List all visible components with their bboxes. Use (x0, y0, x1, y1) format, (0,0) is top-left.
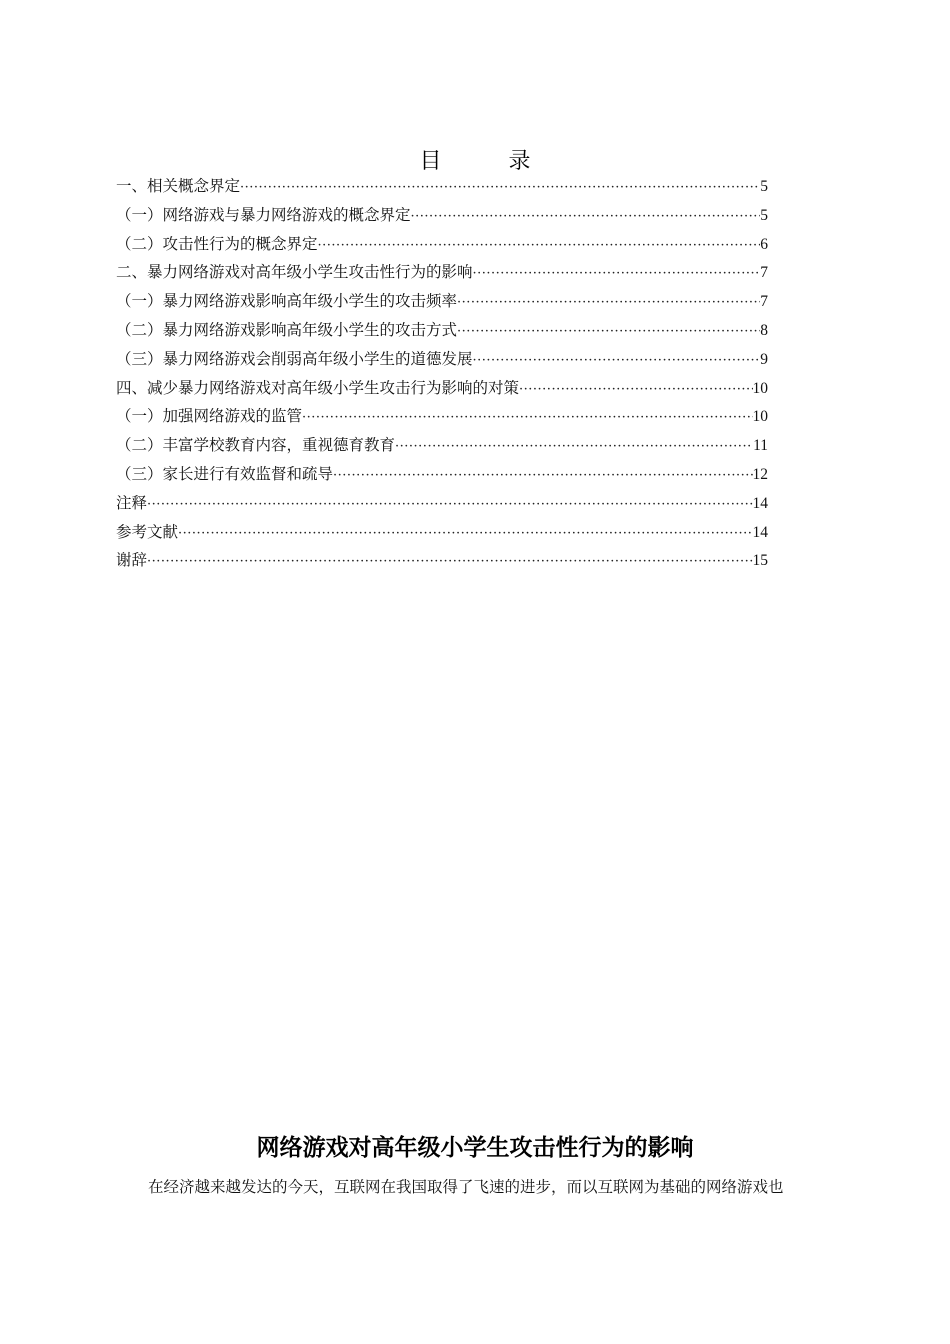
toc-entry-page: 14 (752, 523, 768, 541)
toc-entry[interactable] (116, 345, 768, 374)
toc-entry[interactable] (116, 489, 768, 518)
toc-entry[interactable] (116, 172, 768, 201)
toc-entry-label: 二、暴力网络游戏对高年级小学生攻击性行为的影响 (116, 263, 473, 282)
toc-entry[interactable] (116, 316, 768, 345)
toc-entry-page: 14 (752, 494, 768, 512)
toc-entry[interactable] (116, 258, 768, 287)
toc-entry-label: （一）网络游戏与暴力网络游戏的概念界定 (116, 205, 411, 224)
toc-entry-page: 7 (760, 264, 768, 282)
toc-entry[interactable] (116, 374, 768, 403)
toc-entry[interactable] (116, 402, 768, 431)
toc-leader-dots (473, 347, 761, 374)
toc-entry[interactable] (116, 431, 768, 460)
toc-entry-page: 6 (760, 235, 768, 253)
toc-entry-page: 5 (760, 206, 768, 224)
toc-entry-label: （三）家长进行有效监督和疏导 (116, 464, 334, 483)
toc-heading: 目 录 (419, 149, 561, 174)
toc-leader-dots (519, 376, 752, 403)
toc-entry-page: 9 (760, 350, 768, 368)
toc-leader-dots (302, 404, 752, 431)
toc-entry-label: 四、减少暴力网络游戏对高年级小学生攻击行为影响的对策 (116, 378, 520, 397)
toc-entry-label: （二）暴力网络游戏影响高年级小学生的攻击方式 (116, 320, 458, 339)
toc-entry-page: 8 (760, 321, 768, 339)
toc-entry-label: 注释 (116, 493, 148, 512)
toc-leader-dots (240, 174, 760, 201)
article-intro-paragraph: 在经济越来越发达的今天，互联网在我国取得了飞速的进步，而以互联网为基础的网络游戏也 (148, 1178, 784, 1196)
toc-leader-dots (333, 462, 752, 489)
toc-entry[interactable] (116, 287, 768, 316)
toc-leader-dots (395, 433, 753, 460)
toc-entry-page: 10 (752, 408, 768, 426)
toc-entry-page: 12 (752, 465, 768, 483)
toc-entry[interactable] (116, 518, 768, 547)
toc-entry-label: （一）加强网络游戏的监管 (116, 407, 303, 426)
toc-entry-label: 参考文献 (116, 522, 179, 541)
table-of-contents (116, 172, 768, 575)
toc-leader-dots (457, 318, 760, 345)
toc-entry-page: 15 (752, 552, 768, 570)
toc-entry-page: 5 (760, 178, 768, 195)
toc-entry-label: （一）暴力网络游戏影响高年级小学生的攻击频率 (116, 292, 458, 311)
toc-leader-dots (473, 260, 761, 287)
toc-entry-label: 一、相关概念界定 (116, 177, 241, 195)
toc-entry-label: （三）暴力网络游戏会削弱高年级小学生的道德发展 (116, 349, 473, 368)
toc-entry-label: （二）攻击性行为的概念界定 (116, 234, 318, 253)
toc-entry-label: 谢辞 (116, 551, 148, 570)
toc-leader-dots (147, 491, 752, 518)
article-title: 网络游戏对高年级小学生攻击性行为的影响 (256, 1135, 694, 1161)
toc-entry-page: 10 (752, 379, 768, 397)
toc-entry[interactable] (116, 460, 768, 489)
toc-leader-dots (178, 520, 752, 547)
toc-leader-dots (457, 289, 760, 316)
toc-entry-label: （二）丰富学校教育内容，重视德育教育 (116, 436, 396, 455)
toc-entry[interactable] (116, 546, 768, 575)
toc-leader-dots (411, 203, 761, 230)
toc-entry-page: 7 (760, 293, 768, 311)
toc-entry-page: 11 (753, 437, 768, 455)
toc-entry[interactable] (116, 201, 768, 230)
toc-leader-dots (147, 548, 752, 575)
toc-entry[interactable] (116, 230, 768, 259)
toc-leader-dots (318, 232, 761, 259)
